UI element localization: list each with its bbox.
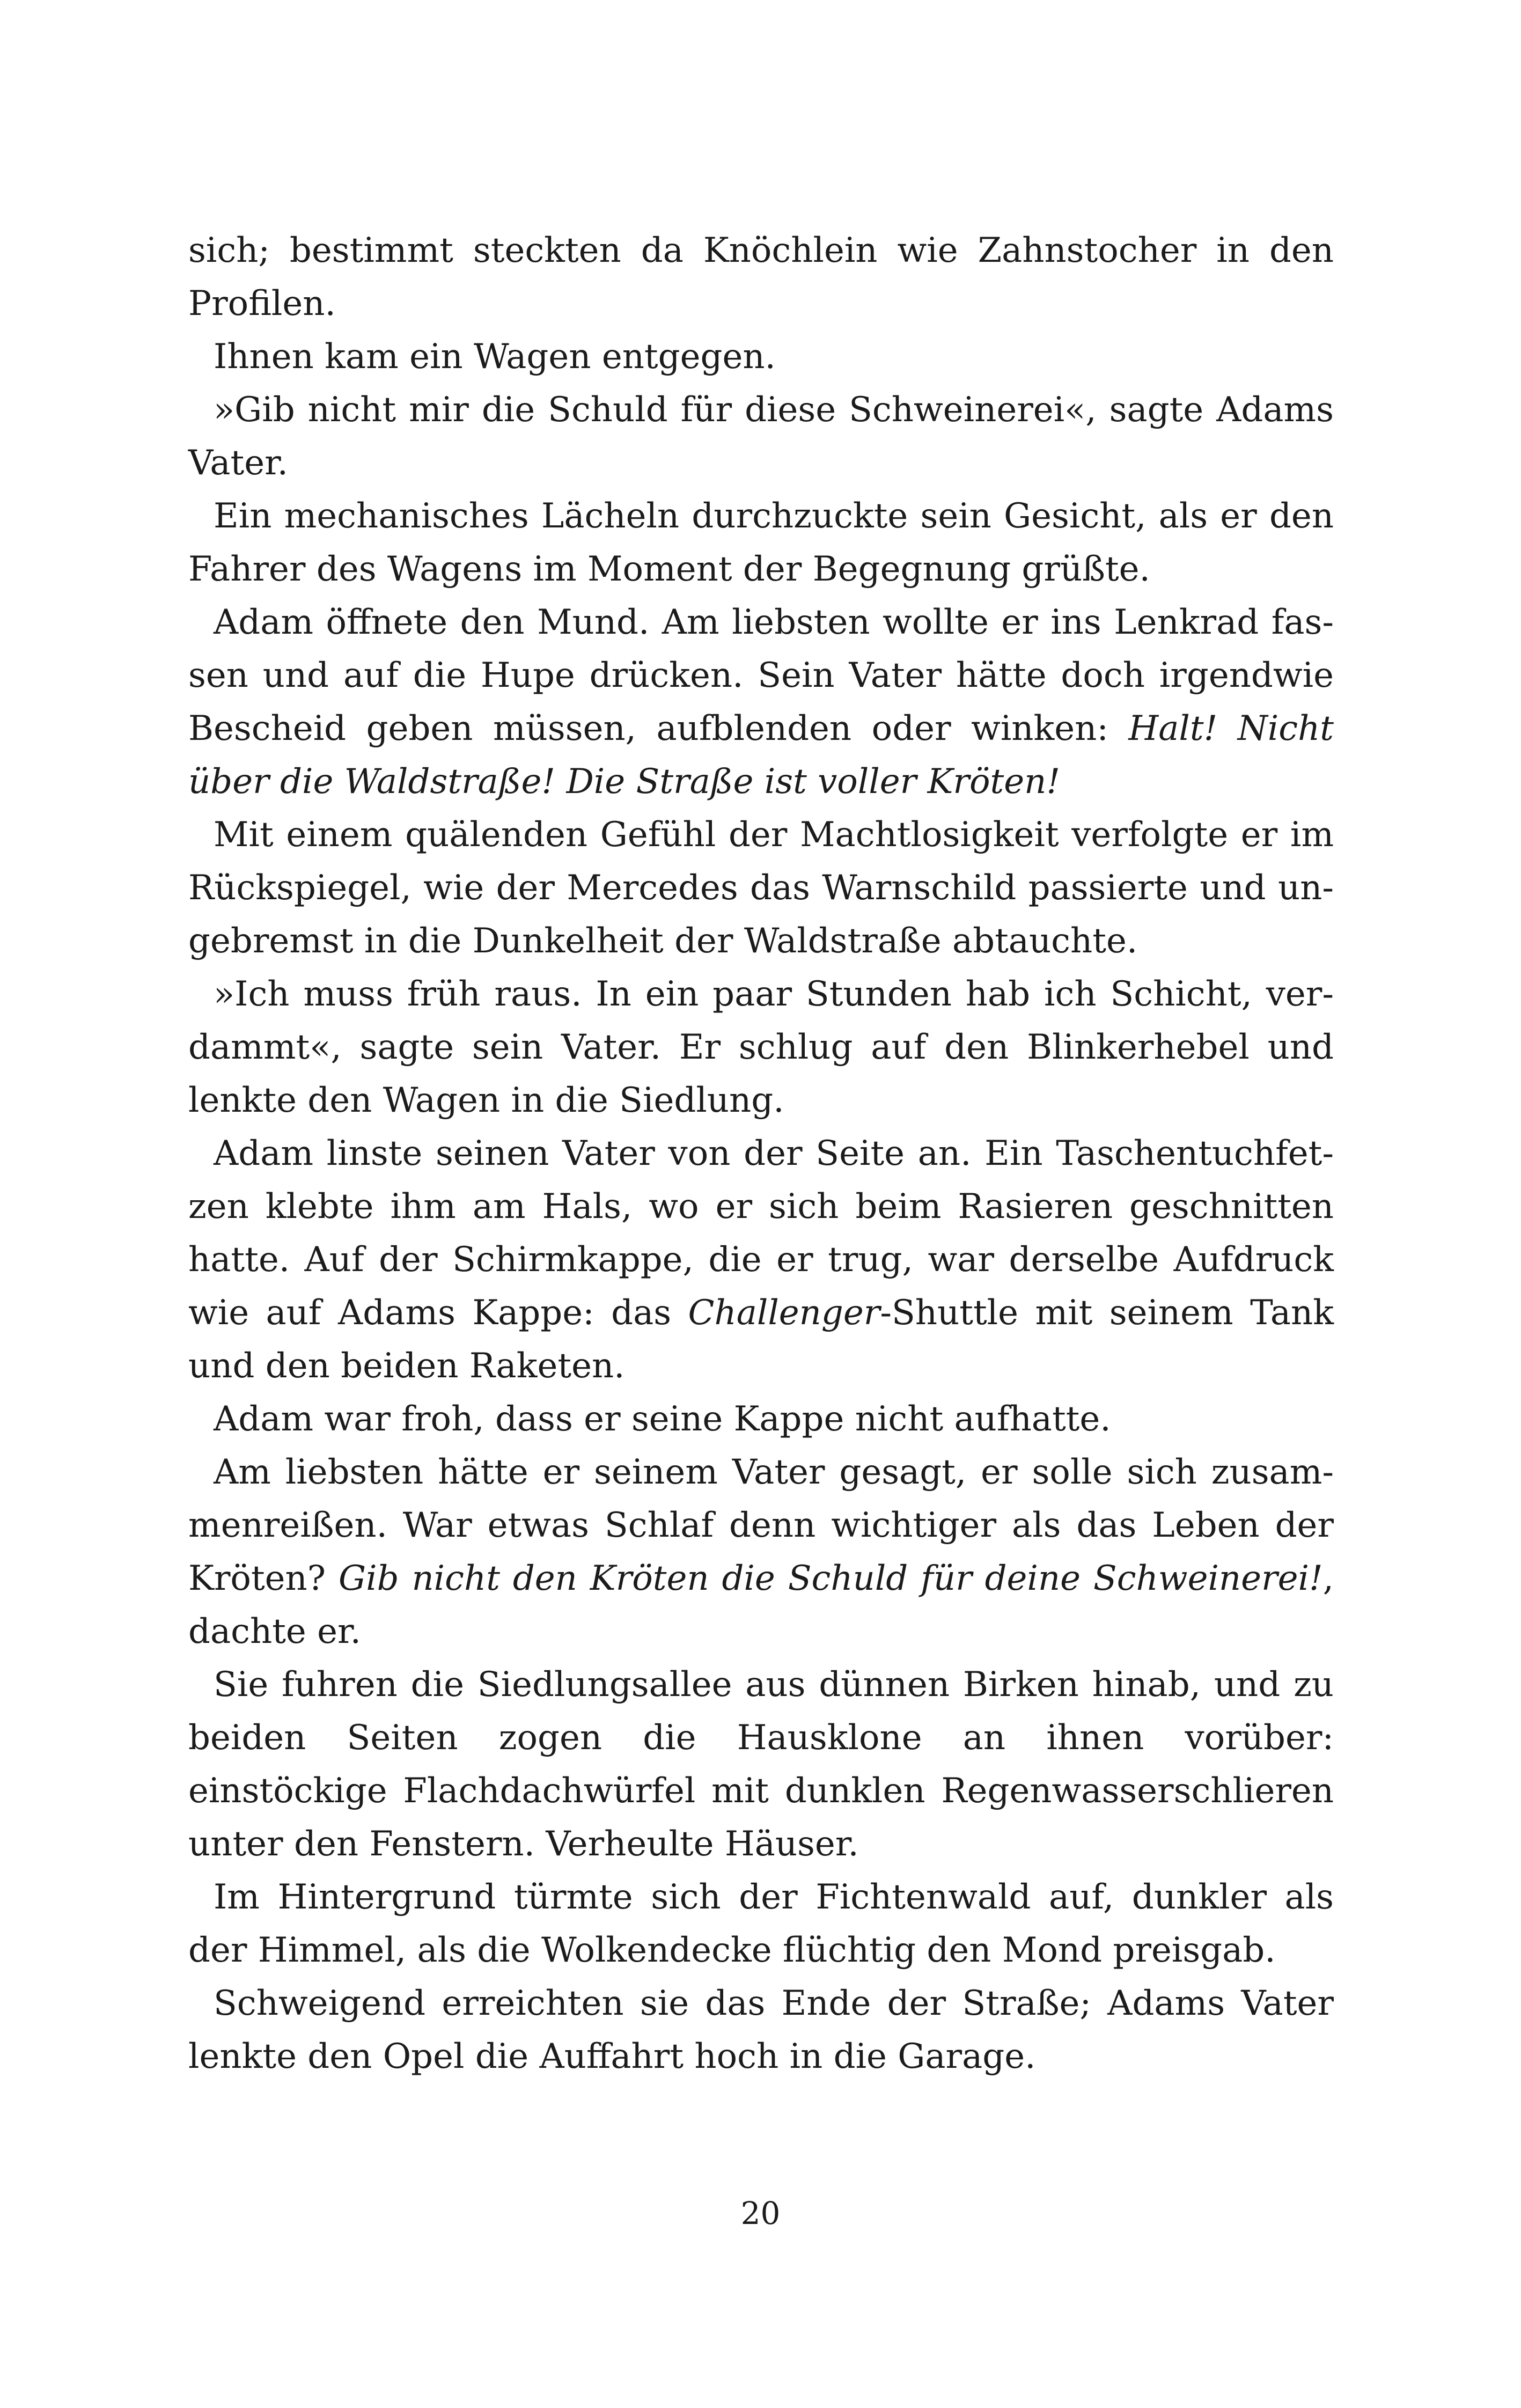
paragraph-3: »Gib nicht mir die Schuld für diese Schweinerei«, sagte Adams Vater.	[188, 390, 1334, 483]
body-text	[188, 224, 1334, 2083]
paragraph-10	[188, 1446, 1334, 1658]
paragraph-12: Im Hintergrund türmte sich der Fichtenwald auf, dunkler als der Himmel, als die Wolkendecke flüchtig den Mond preisgab.	[188, 1877, 1334, 1970]
paragraph-11: Sie fuhren die Siedlungsallee aus dünnen Birken hinab, und zu beiden Seiten zogen die Hausklone an ihnen vorüber: einstöckige Flachdachwürfel mit dunklen Regenwasserschlieren unter den Fenstern. Verheulte Häuser.	[188, 1665, 1334, 1864]
paragraph-8	[188, 1127, 1334, 1393]
paragraph-13: Schweigend erreichten sie das Ende der Straße; Adams Vater lenkte den Opel die Auffahrt hoch in die Garage.	[188, 1984, 1334, 2076]
paragraph-1: sich; bestimmt steckten da Knöchlein wie Zahnstocher in den Profilen.	[188, 231, 1334, 324]
page-number: 20	[740, 2195, 781, 2231]
paragraph-8-text: Adam linste seinen Vater von der Seite an. Ein Taschentuchfetzen klebte ihm am Hals, wo er sich beim Rasieren geschnitten hatte. Auf der Schirmkappe, die er trug, war derselbe Aufdruck wie auf Adams Kappe: das	[188, 1134, 1334, 1333]
paragraph-10-text: Am liebsten hätte er seinem Vater gesagt, er solle sich zusammenreißen. War etwas Schlaf denn wichtiger als das Leben der Kröten?	[188, 1452, 1334, 1598]
paragraph-5-italic: Halt! Nicht über die Waldstraße! Die Straße ist voller Kröten!	[188, 709, 1334, 802]
paragraph-5	[188, 596, 1334, 809]
paragraph-4: Ein mechanisches Lächeln durchzuckte sein Gesicht, als er den Fahrer des Wagens im Moment der Begegnung grüßte.	[188, 496, 1334, 589]
paragraph-10-text-after: , dachte er.	[188, 1559, 1334, 1651]
paragraph-7: »Ich muss früh raus. In ein paar Stunden hab ich Schicht, verdammt«, sagte sein Vater. Er schlug auf den Blinkerhebel und lenkte den Wagen in die Siedlung.	[188, 974, 1334, 1120]
paragraph-8-text-after: -Shuttle mit seinem Tank und den beiden Raketen.	[188, 1293, 1334, 1386]
paragraph-10-italic: Gib nicht den Kröten die Schuld für deine Schweinerei!	[338, 1559, 1323, 1598]
paragraph-6: Mit einem quälenden Gefühl der Machtlosigkeit verfolgte er im Rückspiegel, wie der Mercedes das Warnschild passierte und ungebremst in die Dunkelheit der Waldstraße abtauchte.	[188, 815, 1334, 961]
paragraph-2: Ihnen kam ein Wagen entgegen.	[214, 337, 776, 377]
paragraph-8-italic: Challenger	[688, 1293, 880, 1333]
paragraph-9: Adam war froh, dass er seine Kappe nicht aufhatte.	[214, 1399, 1111, 1439]
paragraph-5-text: Adam öffnete den Mund. Am liebsten wollte er ins Lenkrad fassen und auf die Hupe drücken. Sein Vater hätte doch irgendwie Bescheid geben müssen, aufblenden oder winken:	[188, 603, 1334, 748]
